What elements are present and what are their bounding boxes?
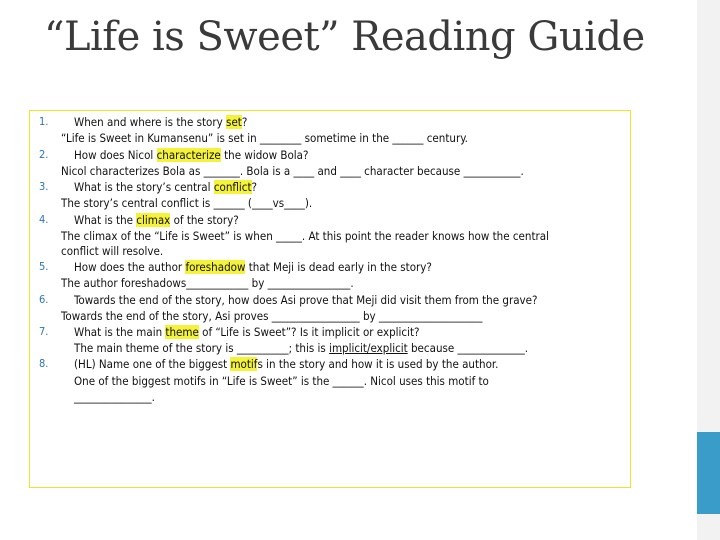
- highlighted-term: set: [226, 115, 242, 129]
- slide-title: “Life is Sweet” Reading Guide: [44, 14, 645, 60]
- question-text: Towards the end of the story, how does Asi prove that Meji did visit them from the grave?: [74, 293, 538, 307]
- answer-line: The author foreshadows____________ by ________________.: [61, 276, 354, 290]
- question-text: What is the story’s central conflict?: [74, 180, 258, 194]
- answer-line: The climax of the “Life is Sweet” is when _____. At this point the reader knows how the central: [61, 229, 550, 243]
- question-number: 7.: [39, 325, 49, 338]
- highlighted-term: climax: [136, 213, 171, 227]
- question-number: 8.: [39, 357, 49, 370]
- answer-line: Towards the end of the story, Asi proves _________________ by ____________________: [61, 309, 483, 323]
- answer-line: conflict will resolve.: [61, 244, 164, 258]
- answer-line: The story’s central conflict is ______ (____vs____).: [61, 196, 313, 210]
- content-box: [29, 110, 631, 488]
- answer-line: The main theme of the story is __________; this is implicit/explicit because _____________.: [74, 341, 529, 355]
- underlined-choice: implicit/explicit: [329, 341, 408, 355]
- right-accent-bar: [697, 432, 720, 514]
- question-text: How does Nicol characterize the widow Bola?: [74, 148, 309, 162]
- highlighted-term: conflict: [213, 180, 252, 194]
- highlighted-term: theme: [165, 325, 199, 339]
- question-text: (HL) Name one of the biggest motifs in the story and how it is used by the author.: [74, 357, 499, 371]
- answer-line: One of the biggest motifs in “Life is Sweet” is the ______. Nicol uses this motif to: [74, 374, 489, 388]
- question-text: How does the author foreshadow that Meji is dead early in the story?: [74, 260, 432, 274]
- question-number: 2.: [39, 148, 49, 161]
- question-text: What is the main theme of “Life is Sweet”? Is it implicit or explicit?: [74, 325, 420, 339]
- highlighted-term: motif: [230, 357, 258, 371]
- answer-line: “Life is Sweet in Kumansenu” is set in ________ sometime in the ______ century.: [61, 131, 468, 145]
- question-number: 1.: [39, 115, 49, 128]
- question-text: What is the climax of the story?: [74, 213, 239, 227]
- question-number: 3.: [39, 180, 49, 193]
- question-number: 5.: [39, 260, 49, 273]
- highlighted-term: foreshadow: [185, 260, 246, 274]
- question-number: 4.: [39, 213, 49, 226]
- question-text: When and where is the story set?: [74, 115, 248, 129]
- answer-line: _______________.: [74, 390, 155, 404]
- highlighted-term: characterize: [156, 148, 221, 162]
- question-number: 6.: [39, 293, 49, 306]
- answer-line: Nicol characterizes Bola as _______. Bola is a ____ and ____ character because ___________.: [61, 164, 524, 178]
